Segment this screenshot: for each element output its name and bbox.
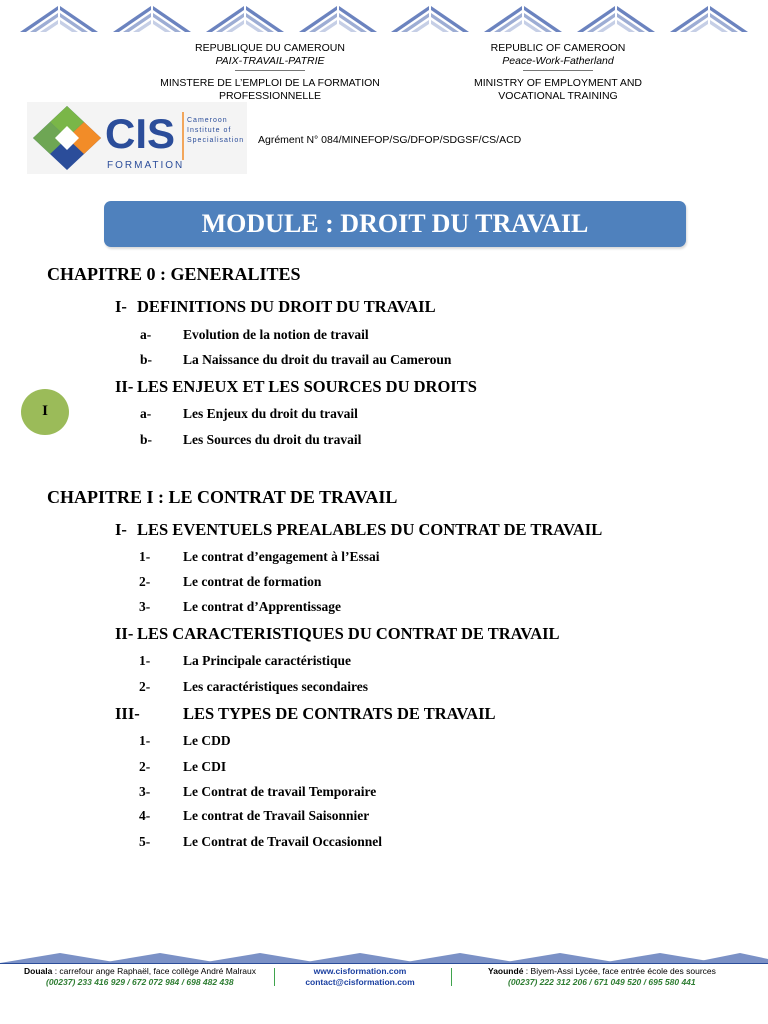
- logo-diamond-icon: [33, 106, 101, 170]
- chapter-title: CHAPITRE I : LE CONTRAT DE TRAVAIL: [47, 487, 398, 507]
- item-text: La Naissance du droit du travail au Cameroun: [183, 352, 452, 367]
- item-number: 2-: [139, 574, 151, 589]
- item-number: 3-: [139, 599, 151, 614]
- accreditation-number: Agrément N° 084/MINEFOP/SG/DFOP/SDGSF/CS/ACD: [258, 134, 522, 146]
- ministry-en: MINISTRY OF EMPLOYMENT AND VOCATIONAL TRAINING: [473, 77, 643, 102]
- header-divider: [235, 70, 305, 71]
- item-text: Les Enjeux du droit du travail: [183, 406, 358, 421]
- item-number: 1-: [139, 733, 151, 748]
- section-number: II-: [115, 624, 134, 643]
- section-title: LES CARACTERISTIQUES DU CONTRAT DE TRAVAIL: [137, 624, 560, 643]
- module-title: MODULE : DROIT DU TRAVAIL: [104, 201, 686, 247]
- item-text: Le CDI: [183, 759, 227, 774]
- item-text: Le Contrat de Travail Occasionnel: [183, 834, 382, 849]
- decorative-tile: [204, 4, 286, 34]
- douala-phones: (00237) 233 416 929 / 672 072 984 / 698 482 438: [46, 977, 234, 987]
- item-text: Le Contrat de travail Temporaire: [183, 784, 377, 799]
- decorative-tile: [575, 4, 657, 34]
- decorative-tile: [389, 4, 471, 34]
- header-french: [150, 42, 390, 103]
- footer-contact: [304, 966, 416, 988]
- yaounde-label: Yaoundé: [488, 966, 524, 976]
- item-number: 4-: [139, 808, 151, 823]
- logo-name: CIS: [105, 110, 176, 157]
- item-number: a-: [140, 406, 152, 421]
- footer-divider: [274, 968, 275, 986]
- item-text: Le contrat d’Apprentissage: [183, 599, 341, 614]
- ministry-fr: MINSTERE DE L’EMPLOI DE LA FORMATION PROFESSIONNELLE: [160, 77, 380, 102]
- item-text: Le CDD: [183, 733, 231, 748]
- email-link[interactable]: contact@cisformation.com: [305, 977, 415, 987]
- logo-tagline-2: Institute of: [187, 127, 232, 134]
- decorative-tile: [111, 4, 193, 34]
- item-text: La Principale caractéristique: [183, 653, 351, 668]
- item-number: 2-: [139, 759, 151, 774]
- decorative-tile: [297, 4, 379, 34]
- item-number: b-: [140, 352, 153, 367]
- item-text: Le contrat de Travail Saisonnier: [183, 808, 370, 823]
- header-english: [440, 42, 676, 103]
- section-title: DEFINITIONS DU DROIT DU TRAVAIL: [137, 297, 436, 316]
- top-decorative-band: [0, 4, 768, 38]
- chapter-title: CHAPITRE 0 : GENERALITES: [47, 264, 301, 284]
- item-number: 2-: [139, 679, 151, 694]
- footer-yaounde: [488, 966, 716, 988]
- decorative-tile: [482, 4, 564, 34]
- footer-decorative-band: [0, 951, 768, 965]
- item-text: Les Sources du droit du travail: [183, 432, 362, 447]
- yaounde-address: : Biyem-Assi Lycée, face entrée école des sources: [523, 966, 716, 976]
- item-number: b-: [140, 432, 153, 447]
- section-number: I-: [115, 520, 127, 539]
- douala-address: : carrefour ange Raphaël, face collège André Malraux: [52, 966, 256, 976]
- item-number: a-: [140, 327, 152, 342]
- footer-divider: [451, 968, 452, 986]
- country-name-en: REPUBLIC OF CAMEROON: [490, 42, 626, 54]
- footer-douala: [24, 966, 256, 988]
- decorative-tile: [18, 4, 100, 34]
- section-title: LES EVENTUELS PREALABLES DU CONTRAT DE TRAVAIL: [137, 520, 603, 539]
- country-name-fr: REPUBLIQUE DU CAMEROUN: [195, 42, 345, 54]
- section-title: LES TYPES DE CONTRATS DE TRAVAIL: [183, 704, 496, 723]
- item-text: Les caractéristiques secondaires: [183, 679, 368, 694]
- item-number: 1-: [139, 653, 151, 668]
- item-number: 3-: [139, 784, 151, 799]
- decorative-tile: [668, 4, 750, 34]
- section-number: I-: [115, 297, 127, 316]
- motto-en: Peace-Work-Fatherland: [502, 55, 614, 67]
- item-number: 5-: [139, 834, 151, 849]
- item-number: 1-: [139, 549, 151, 564]
- header-divider: [523, 70, 593, 71]
- logo-subtitle: FORMATION: [107, 160, 185, 171]
- website-link[interactable]: www.cisformation.com: [313, 966, 407, 976]
- item-text: Evolution de la notion de travail: [183, 327, 369, 342]
- yaounde-phones: (00237) 222 312 206 / 671 049 520 / 695 580 441: [508, 977, 696, 987]
- douala-label: Douala: [24, 966, 53, 976]
- motto-fr: PAIX-TRAVAIL-PATRIE: [215, 55, 325, 67]
- logo-tagline-3: Specialisation: [187, 137, 245, 144]
- cis-logo: [27, 102, 247, 174]
- logo-tagline-1: Cameroon: [187, 117, 228, 124]
- section-title: LES ENJEUX ET LES SOURCES DU DROITS: [137, 377, 477, 396]
- section-number: II-: [115, 377, 134, 396]
- section-number: III-: [115, 704, 140, 723]
- page-badge: I: [21, 389, 69, 435]
- item-text: Le contrat d’engagement à l’Essai: [183, 549, 380, 564]
- item-text: Le contrat de formation: [183, 574, 322, 589]
